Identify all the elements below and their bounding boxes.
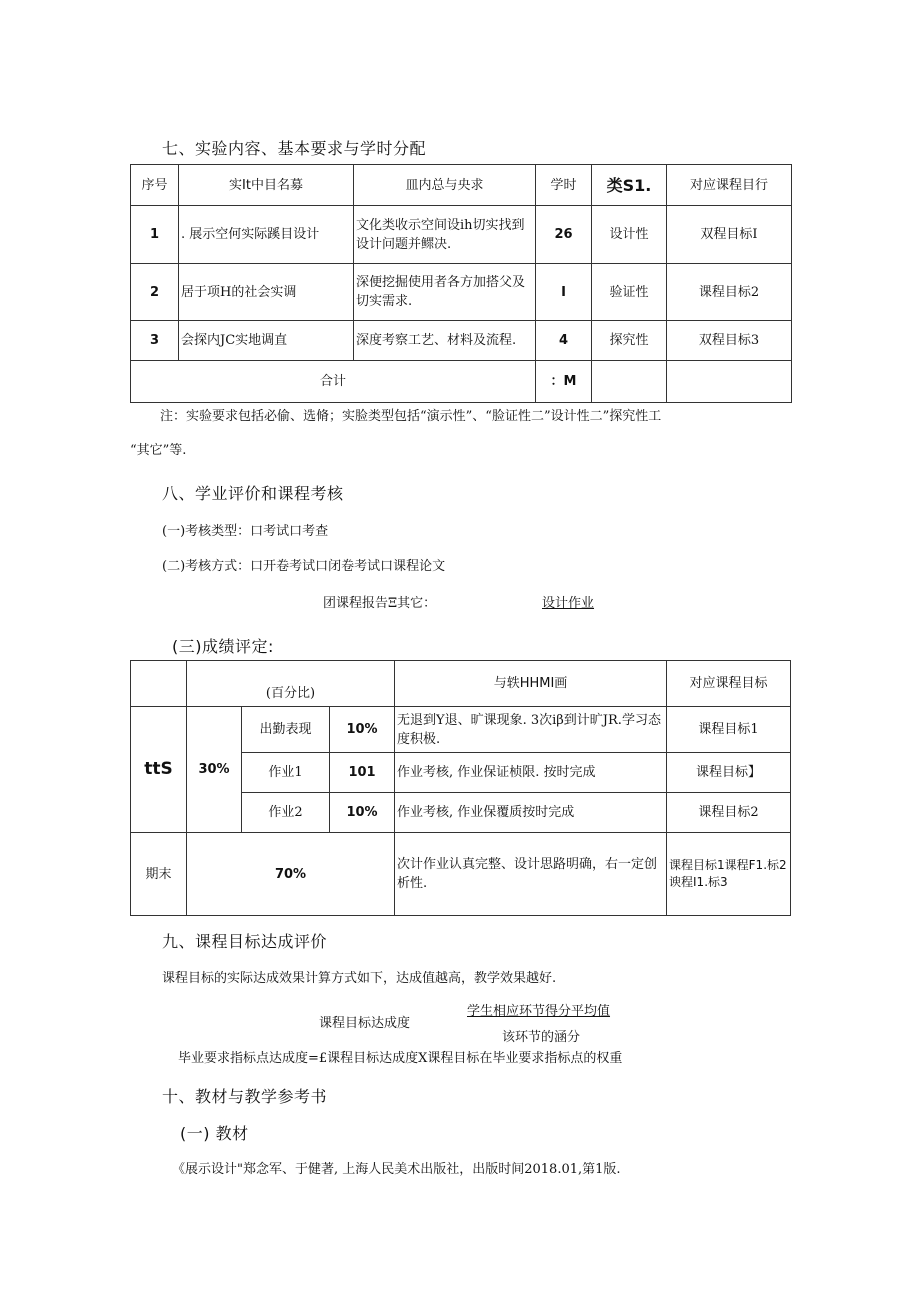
section8-title: 八、学业评价和课程考核 [162, 484, 344, 503]
col-header-no: 序号 [131, 165, 179, 206]
row-hours: I [536, 264, 592, 321]
final-row [131, 833, 791, 916]
row-name: 会探内JC实地调直 [179, 321, 354, 361]
row-name: . 展示空何实际蹊目设计 [179, 206, 354, 264]
section9-title: 九、课程目标达成评价 [162, 932, 328, 951]
row-goal: 双程目标I [667, 206, 792, 264]
note-line-2: “其它”等. [130, 443, 187, 458]
assessment-type: (一)考核类型：口考试口考查 [162, 524, 329, 539]
table-row [131, 707, 791, 753]
section10-title: 十、教材与教学参考书 [162, 1087, 328, 1106]
total-row [131, 361, 792, 403]
usual-item-pct: 101 [330, 753, 395, 793]
usual-item-desc: 无退到Y退、旷课现象. 3次iβ到计旷JR.学习态度积极. [395, 707, 667, 753]
row-type: 探究性 [592, 321, 667, 361]
row-no: 3 [131, 321, 179, 361]
usual-item-name: 作业2 [242, 793, 330, 833]
formula-numerator: 学生相应环节得分平均值 [467, 1004, 611, 1019]
formula-left: 课程目标达成度 [319, 1016, 411, 1031]
assessment-other-value: 设计作业 [542, 596, 595, 611]
row-hours: 26 [536, 206, 592, 264]
final-goal: 课程目标1课程F1.标2谀程I1.标3 [667, 833, 791, 916]
col-header-type: 类S1. [592, 165, 667, 206]
textbook-subtitle: (一) 教材 [180, 1124, 249, 1143]
total-empty-cell [667, 361, 792, 403]
row-hours: 4 [536, 321, 592, 361]
grade-header-pct: (百分比) [187, 661, 395, 707]
final-label: 期末 [131, 833, 187, 916]
experiment-table [130, 164, 792, 403]
col-header-name: 实It中目名募 [179, 165, 354, 206]
formula-denominator: 该环节的涵分 [502, 1030, 581, 1045]
formula-2: 毕业要求指标点达成度=£课程目标达成度X课程目标在毕业要求指标点的权重 [178, 1051, 623, 1066]
usual-item-goal: 课程目标】 [667, 753, 791, 793]
usual-item-name: 出勤表现 [242, 707, 330, 753]
col-header-hours: 学时 [536, 165, 592, 206]
final-desc: 次计作业认真完整、设计思路明确，右一定创析性. [395, 833, 667, 916]
usual-pct: 30% [187, 707, 242, 833]
textbook-entry: 《展示设计"郑念军、于健著, 上海人民美术出版社，出版时间2018.01,第1版. [172, 1162, 621, 1177]
grade-header-goal: 对应课程目标 [667, 661, 791, 707]
usual-label: ttS [131, 707, 187, 833]
table-row [131, 264, 792, 321]
usual-item-goal: 课程目标2 [667, 793, 791, 833]
row-req: 文化类收示空间设ih切实找到设计问题并鳏决. [354, 206, 536, 264]
row-type: 设计性 [592, 206, 667, 264]
table-row [131, 321, 792, 361]
row-req: 深度考察工艺、材料及流程. [354, 321, 536, 361]
row-goal: 双程目标3 [667, 321, 792, 361]
col-header-req: 皿内总与央求 [354, 165, 536, 206]
row-no: 1 [131, 206, 179, 264]
assessment-other-label: 团课程报告Ξ其它： [323, 596, 437, 611]
usual-item-name: 作业1 [242, 753, 330, 793]
total-empty-cell [592, 361, 667, 403]
final-pct: 70% [187, 833, 395, 916]
total-value: ：M [536, 361, 592, 403]
usual-item-desc: 作业考核, 作业保覆质按时完成 [395, 793, 667, 833]
row-type: 验证性 [592, 264, 667, 321]
row-name: 居于项H的社会实调 [179, 264, 354, 321]
total-label: 合计 [131, 361, 536, 403]
row-no: 2 [131, 264, 179, 321]
table-row [131, 206, 792, 264]
section7-title: 七、实验内容、基本要求与学时分配 [162, 139, 427, 158]
col-header-goal: 对应课程目行 [667, 165, 792, 206]
grade-header-row [131, 661, 791, 707]
usual-item-pct: 10% [330, 793, 395, 833]
usual-item-pct: 10% [330, 707, 395, 753]
row-goal: 课程目标2 [667, 264, 792, 321]
usual-item-desc: 作业考核, 作业保证桢限. 按时完成 [395, 753, 667, 793]
note-line-1: 注：实验要求包括必偷、选脩；实脸类型包括“演示性”、“脸证性二”设计性二”探究性工 [160, 409, 662, 424]
grade-header-empty [131, 661, 187, 707]
row-req: 深便挖掘使用者各方加搭父及切实需求. [354, 264, 536, 321]
usual-item-goal: 课程目标1 [667, 707, 791, 753]
table-header-row [131, 165, 792, 206]
section9-intro: 课程目标的实际达成效果计算方式如下，达成值越高，教学效果越好. [162, 971, 557, 986]
grade-header-req: 与轶HHMI画 [395, 661, 667, 707]
grade-table [130, 660, 791, 916]
assessment-method: (二)考核方式：口开卷考试口闭卷考试口课程论文 [162, 559, 446, 574]
grade-subtitle: (三)成绩评定: [172, 637, 274, 656]
